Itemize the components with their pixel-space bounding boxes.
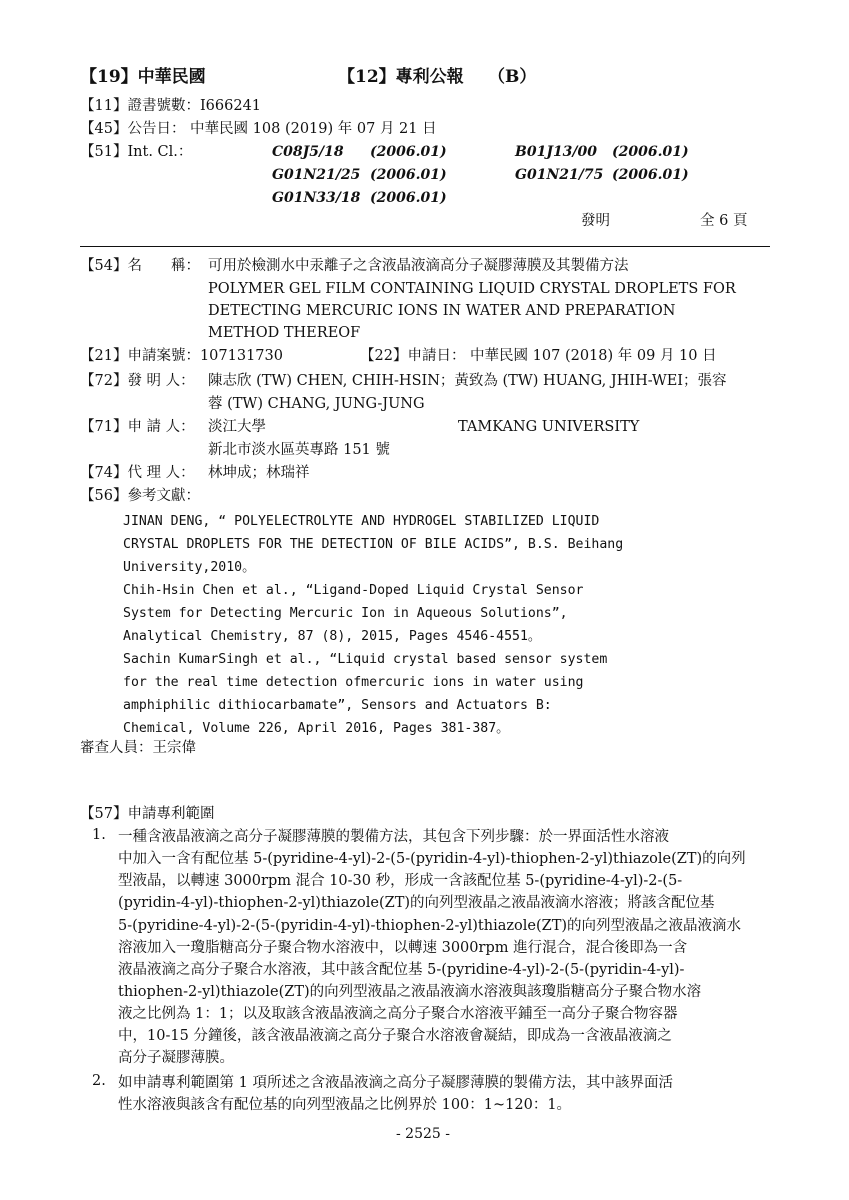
ipc-version: (2006.01): [370, 190, 447, 206]
title-en-line: POLYMER GEL FILM CONTAINING LIQUID CRYSTAL DROPLETS FOR: [208, 281, 736, 297]
claim-line: 中，10-15 分鐘後，該含液晶液滴之高分子聚合水溶液會凝結，即成為一含液晶液滴之: [118, 1028, 672, 1044]
applicant-address: 新北市淡水區英專路 151 號: [208, 442, 390, 458]
claim-line: 液之比例為 1：1；以及取該含液晶液滴之高分子聚合水溶液平鋪至一高分子聚合物容器: [118, 1006, 678, 1022]
claim-line: 性水溶液與該含有配位基的向列型液晶之比例界於 100：1~120：1。: [118, 1097, 572, 1113]
applicant-name-en: TAMKANG UNIVERSITY: [458, 419, 640, 435]
claim-line: 一種含液晶液滴之高分子凝膠薄膜的製備方法，其包含下列步驟：於一界面活性水溶液: [118, 829, 669, 845]
ipc-code: C08J5/18: [272, 144, 344, 160]
agent-label: 【74】代 理 人：: [80, 465, 195, 481]
applicant-name-zh: 淡江大學: [208, 419, 266, 435]
references-label: 【56】參考文獻：: [80, 488, 200, 504]
claim-line: 如申請專利範圍第 1 項所述之含液晶液滴之高分子凝膠薄膜的製備方法，其中該界面活: [118, 1075, 673, 1091]
claim-number: 1.: [92, 827, 106, 843]
claim-line: thiophen-2-yl)thiazole(ZT)的向列型液晶之液晶液滴水溶液與該瓊脂糖高分子聚合物水溶: [118, 984, 702, 1000]
inventors-label: 【72】發 明 人：: [80, 373, 195, 389]
inventors-line: 蓉 (TW) CHANG, JUNG-JUNG: [208, 396, 425, 412]
reference-line: for the real time detection ofmercuric ions in water using: [123, 675, 584, 690]
agent-names: 林坤成；林瑞祥: [208, 465, 310, 481]
header-kind: （B）: [488, 67, 537, 87]
certificate-number: 【11】證書號數：I666241: [80, 98, 262, 114]
ipc-code: G01N21/75: [515, 167, 604, 183]
reference-line: CRYSTAL DROPLETS FOR THE DETECTION OF BILE ACIDS”, B.S. Beihang: [123, 537, 624, 552]
reference-line: Analytical Chemistry, 87 (8), 2015, Pages 4546-4551。: [123, 629, 542, 644]
invention-type: 發明: [581, 213, 610, 229]
reference-line: University,2010。: [123, 560, 256, 575]
claim-line: (pyridin-4-yl)-thiophen-2-yl)thiazole(ZT)的向列型液晶之液晶液滴水溶液；將該含配位基: [118, 895, 715, 911]
claim-line: 5-(pyridine-4-yl)-2-(5-(pyridin-4-yl)-thiophen-2-yl)thiazole(ZT)的向列型液晶之液晶液滴水: [118, 918, 742, 934]
inventors-line: 陳志欣 (TW) CHEN, CHIH-HSIN；黃致為 (TW) HUANG, JHIH-WEI；張容: [208, 373, 727, 389]
total-pages: 全 6 頁: [700, 213, 748, 229]
ipc-code: B01J13/00: [515, 144, 598, 160]
ipc-version: (2006.01): [612, 144, 689, 160]
page-number: - 2525 -: [396, 1126, 450, 1142]
reference-line: amphiphilic dithiocarbamate”, Sensors and Actuators B:: [123, 698, 552, 713]
reference-line: JINAN DENG, “ POLYELECTROLYTE AND HYDROGEL STABILIZED LIQUID: [123, 514, 600, 529]
title-zh: 可用於檢測水中汞離子之含液晶液滴高分子凝膠薄膜及其製備方法: [208, 258, 629, 274]
applicant-label: 【71】申 請 人：: [80, 419, 195, 435]
reference-line: Chemical, Volume 226, April 2016, Pages 381-387。: [123, 721, 510, 736]
application-date: 【22】申請日： 中華民國 107 (2018) 年 09 月 10 日: [360, 348, 717, 364]
claim-line: 溶液加入一瓊脂糖高分子聚合物水溶液中，以轉速 3000rpm 進行混合，混合後即為一含: [118, 940, 688, 956]
claim-line: 中加入一含有配位基 5-(pyridine-4-yl)-2-(5-(pyridin-4-yl)-thiophen-2-yl)thiazole(ZT)的向列: [118, 851, 746, 867]
examiner: 審查人員：王宗偉: [80, 740, 196, 756]
title-en-line: DETECTING MERCURIC IONS IN WATER AND PREPARATION: [208, 303, 676, 319]
header-divider: [80, 246, 770, 247]
ipc-code: G01N33/18: [272, 190, 361, 206]
claim-line: 高分子凝膠薄膜。: [118, 1050, 234, 1066]
ipc-label: 【51】Int. Cl.：: [80, 144, 193, 160]
claim-line: 型液晶，以轉速 3000rpm 混合 10-30 秒，形成一含該配位基 5-(pyridine-4-yl)-2-(5-: [118, 873, 683, 889]
application-number: 【21】申請案號：107131730: [80, 348, 283, 364]
header-gazette: 【12】專利公報: [338, 67, 464, 87]
header-country: 【19】中華民國: [80, 67, 206, 87]
ipc-version: (2006.01): [612, 167, 689, 183]
claim-number: 2.: [92, 1073, 106, 1089]
announce-date: 【45】公告日： 中華民國 108 (2019) 年 07 月 21 日: [80, 121, 437, 137]
reference-line: Sachin KumarSingh et al., “Liquid crystal based sensor system: [123, 652, 608, 667]
ipc-version: (2006.01): [370, 144, 447, 160]
ipc-code: G01N21/25: [272, 167, 361, 183]
reference-line: Chih-Hsin Chen et al., “Ligand-Doped Liquid Crystal Sensor: [123, 583, 584, 598]
ipc-version: (2006.01): [370, 167, 447, 183]
claim-line: 液晶液滴之高分子聚合水溶液，其中該含配位基 5-(pyridine-4-yl)-2-(5-(pyridin-4-yl)-: [118, 962, 685, 978]
reference-line: System for Detecting Mercuric Ion in Aqueous Solutions”,: [123, 606, 568, 621]
title-label: 【54】名 稱：: [80, 258, 200, 274]
title-en-line: METHOD THEREOF: [208, 325, 361, 341]
claims-label: 【57】申請專利範圍: [80, 806, 215, 822]
